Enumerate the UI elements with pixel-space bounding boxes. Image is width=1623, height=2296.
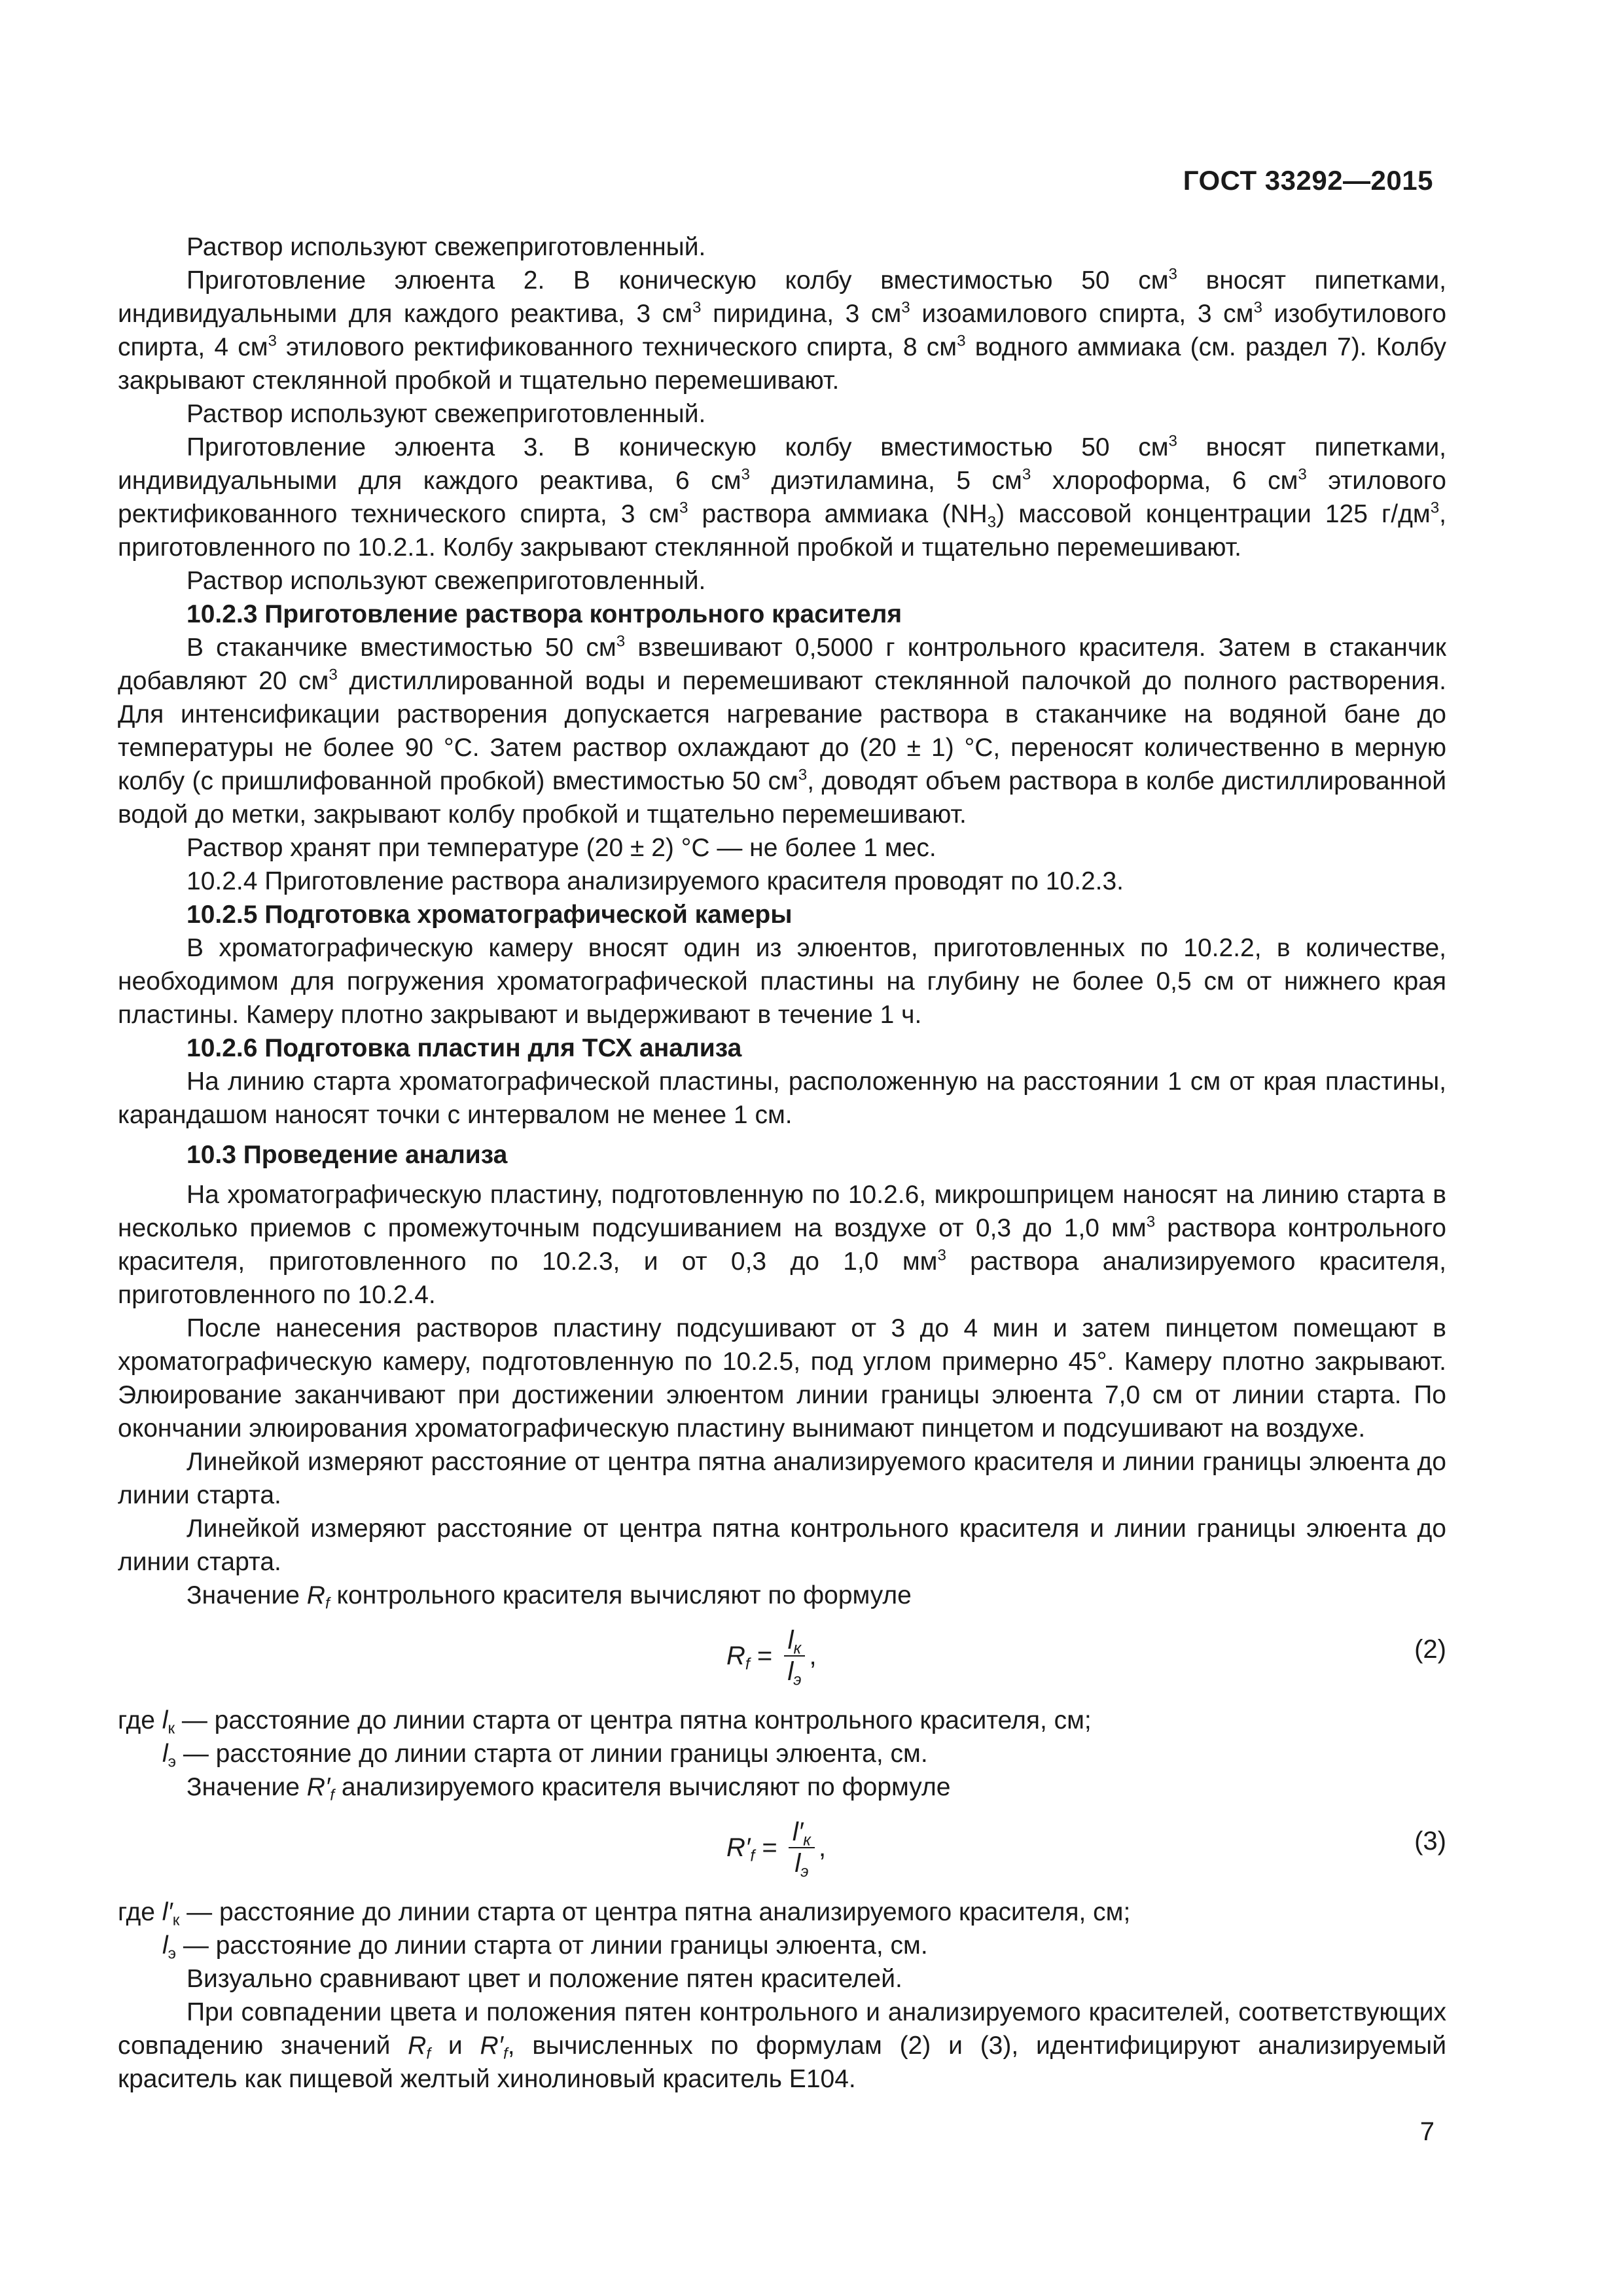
paragraph: Раствор хранят при температуре (20 ± 2) °С — не более 1 мес. [187, 834, 936, 862]
paragraph: При совпадении цвета и положения пятен контрольного и анализируемого красителей, соответствующих совпадению значений $R_f$ и $R'_f$, вычисленных по формулам (2) и (3), идентифицируют анализируемый краситель как пищевой желтый хинолиновый краситель Е104. [118, 1998, 1446, 2093]
section-heading: 10.2.6 Подготовка пластин для ТСХ анализа [187, 1034, 742, 1062]
formula-lhs: $R'_f$ [726, 1833, 755, 1865]
paragraph: Линейкой измеряют расстояние от центра пятна анализируемого красителя и линии границы элюента до линии старта. [118, 1448, 1446, 1509]
paragraph: На линию старта хроматографической пластины, расположенную на расстоянии 1 см от края пластины, карандашом наносят точки с интервалом не менее 1 см. [118, 1067, 1446, 1129]
paragraph: Значение $R'_f$ анализируемого красителя вычисляют по формуле [187, 1773, 951, 1804]
formula-number: (2) [1414, 1635, 1446, 1664]
formula-number: (3) [1414, 1827, 1446, 1856]
formula-3: $R'_f$ = $\frac{l'_к}{l_э}$ , (3) [726, 1818, 1446, 1881]
paragraph: Раствор используют свежеприготовленный. [187, 233, 706, 261]
paragraph: 10.2.4 Приготовление раствора анализируемого красителя проводят по 10.2.3. [187, 867, 1124, 895]
paragraph: Визуально сравнивают цвет и положение пятен красителей. [187, 1965, 902, 1993]
formula-lhs: $R_f$ [726, 1641, 750, 1673]
paragraph: Раствор используют свежеприготовленный. [187, 400, 706, 428]
formula-legend: где $l'_к$ — расстояние до линии старта от центра пятна анализируемого красителя, см; [118, 1898, 1131, 1929]
section-heading: 10.2.3 Приготовление раствора контрольного красителя [187, 600, 902, 628]
paragraph: Раствор используют свежеприготовленный. [187, 567, 706, 595]
section-heading: 10.2.5 Подготовка хроматографической камеры [187, 901, 793, 929]
paragraph: В стаканчике вместимостью 50 $см^3$ взвешивают 0,5000 г контрольного красителя. Затем в стаканчик добавляют 20 $см^3$ дистиллированной воды и перемешивают стеклянной палочкой до полного растворения. Для интенсификации растворения допускается нагревание раствора в стаканчике на водяной бане до температуры не более 90 °С. Затем раствор охлаждают до (20 ± 1) °С, переносят количественно в мерную колбу (с пришлифованной пробкой) вместимостью 50 $см^3$, доводят объем раствора в колбе дистиллированной водой до метки, закрывают колбу пробкой и тщательно перемешивают. [118, 632, 1446, 829]
paragraph: Значение $R_f$ контрольного красителя вычисляют по формуле [187, 1581, 912, 1613]
formula-legend: $l_э$ — расстояние до линии старта от линии границы элюента, см. [162, 1740, 928, 1771]
fraction: $\frac{l'_к}{l_э}$ [789, 1817, 815, 1878]
formula-2: $R_f$ = $\frac{l_к}{l_э}$ , (2) [726, 1626, 1446, 1689]
formula-legend: $l_э$ — расстояние до линии старта от линии границы элюента, см. [162, 1931, 928, 1963]
fraction: $\frac{l_к}{l_э}$ [783, 1625, 805, 1687]
paragraph: На хроматографическую пластину, подготовленную по 10.2.6, микрошприцем наносят на линию старта в несколько приемов с промежуточным подсушиванием на воздухе от 0,3 до 1,0 $мм^3$ раствора контрольного красителя, приготовленного по 10.2.3, и от 0,3 до 1,0 $мм^3$ раствора анализируемого красителя, приготовленного по 10.2.4. [118, 1181, 1446, 1309]
paragraph: Приготовление элюента 3. В коническую колбу вместимостью 50 $см^3$ вносят пипетками, индивидуальными для каждого реактива, 6 $см^3$ диэтиламина, 5 $см^3$ хлороформа, 6 $см^3$ этилового ректификованного технического спирта, 3 $см^3$ раствора аммиака $(NH_3)$ массовой концентрации 125 $г/дм^3$, приготовленного по 10.2.1. Колбу закрывают стеклянной пробкой и тщательно перемешивают. [118, 432, 1447, 562]
paragraph: Приготовление элюента 2. В коническую колбу вместимостью 50 $см^3$ вносят пипетками, индивидуальными для каждого реактива, 3 $см^3$ пиридина, 3 $см^3$ изоамилового спирта, 3 $см^3$ изобутилового спирта, 4 $см^3$ этилового ректификованного технического спирта, 8 $см^3$ водного аммиака (см. раздел 7). Колбу закрывают стеклянной пробкой и тщательно перемешивают. [118, 265, 1447, 395]
document-header: ГОСТ 33292—2015 [1183, 165, 1433, 196]
paragraph: Линейкой измеряют расстояние от центра пятна контрольного красителя и линии границы элюента до линии старта. [118, 1515, 1446, 1576]
document-body [118, 230, 1446, 2096]
paragraph: В хроматографическую камеру вносят один из элюентов, приготовленных по 10.2.2, в количестве, необходимом для погружения хроматографической пластины на глубину не более 0,5 см от нижнего края пластины. Камеру плотно закрывают и выдерживают в течение 1 ч. [118, 934, 1446, 1029]
page-number: 7 [1419, 2117, 1435, 2146]
paragraph: После нанесения растворов пластину подсушивают от 3 до 4 мин и затем пинцетом помещают в хроматографическую камеру, подготовленную по 10.2.5, под углом примерно 45°. Камеру плотно закрывают. Элюирование заканчивают при достижении элюентом линии границы элюента 7,0 см от линии старта. По окончании элюирования хроматографическую пластину вынимают пинцетом и подсушивают на воздухе. [118, 1314, 1446, 1443]
formula-legend: где $l_к$ — расстояние до линии старта от центра пятна контрольного красителя, см; [118, 1706, 1092, 1738]
section-heading: 10.3 Проведение анализа [187, 1141, 508, 1169]
